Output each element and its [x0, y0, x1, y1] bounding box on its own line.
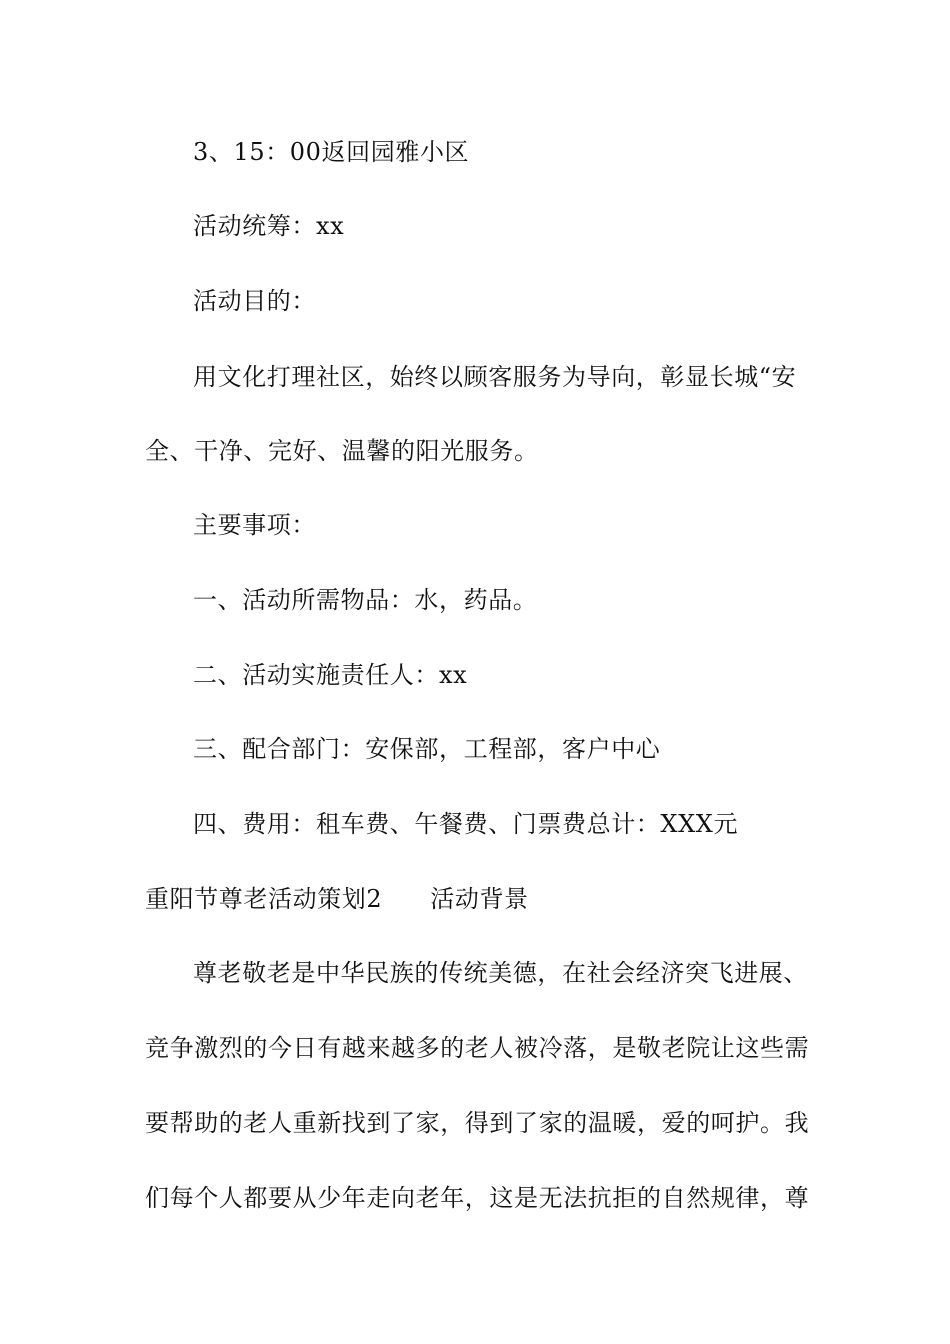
purpose-heading: 活动目的： [193, 287, 316, 315]
background-paragraph-line-3: 要帮助的老人重新找到了家，得到了家的温暖，爱的呵护。我 [145, 1109, 810, 1137]
schedule-item-3: 3、15：00返回园雅小区 [193, 138, 470, 166]
item-responsible-person: 二、活动实施责任人：xx [193, 661, 468, 689]
purpose-text-line-1: 用文化打理社区，始终以顾客服务为导向，彰显长城“安 [193, 363, 797, 391]
background-paragraph-line-1: 尊老敬老是中华民族的传统美德，在社会经济突飞进展、 [193, 959, 808, 987]
item-costs: 四、费用：租车费、午餐费、门票费总计：XXX元 [193, 810, 739, 838]
main-items-heading: 主要事项： [193, 511, 316, 539]
section-heading [145, 884, 825, 914]
background-paragraph-line-2: 竞争激烈的今日有越来越多的老人被冷落，是敬老院让这些需 [145, 1034, 810, 1062]
purpose-text-line-2: 全、干净、完好、温馨的阳光服务。 [145, 437, 539, 465]
coordinator-line: 活动统筹：xx [193, 212, 345, 240]
item-departments: 三、配合部门：安保部，工程部，客户中心 [193, 735, 661, 763]
section-title: 重阳节尊老活动策划2 [145, 885, 383, 913]
background-paragraph-line-4: 们每个人都要从少年走向老年，这是无法抗拒的自然规律，尊 [145, 1184, 810, 1212]
section-subtitle: 活动背景 [430, 885, 529, 913]
item-supplies: 一、活动所需物品：水，药品。 [193, 586, 538, 614]
